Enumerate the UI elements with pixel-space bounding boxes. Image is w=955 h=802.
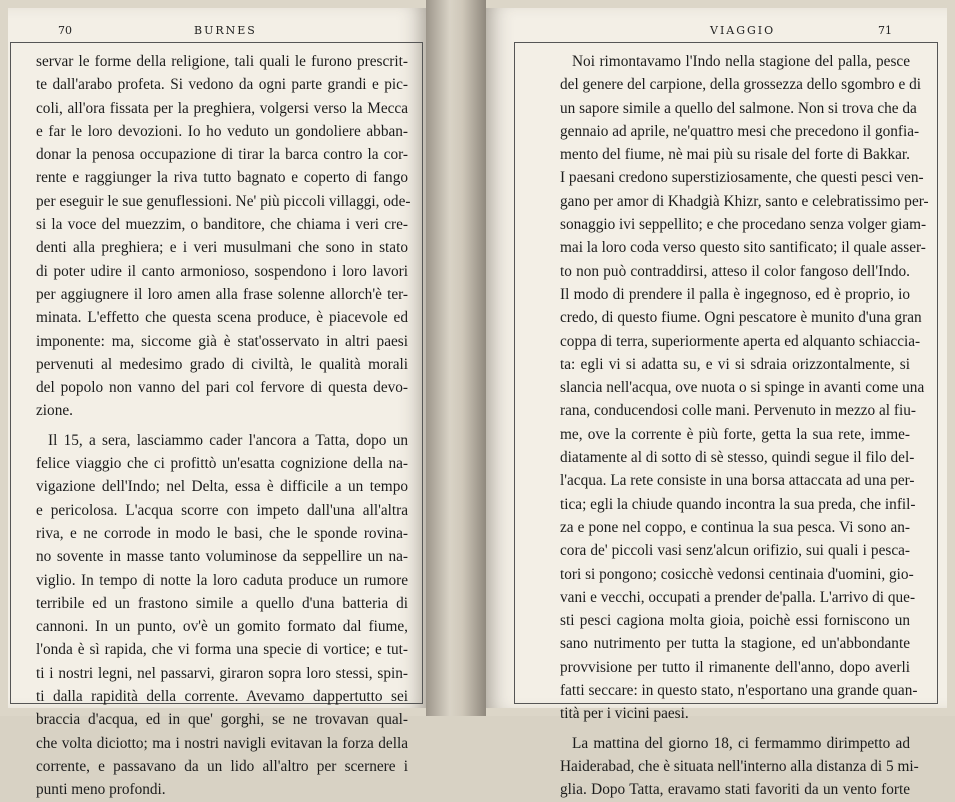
- text-line: no sovente in masse tanto voluminose da seppellire un na-: [36, 548, 408, 566]
- text-line: ti i nostri legni, nel passarvi, giraron sopra loro stessi, spin-: [36, 664, 408, 682]
- text-line: servar le forme della religione, tali quali le furono prescrit-: [36, 53, 408, 70]
- text-line: zione.: [36, 402, 73, 420]
- text-line: ti dalla rapidità della corrente. Avevamo dappertutto sei: [36, 688, 408, 706]
- page-body: [36, 50, 411, 802]
- text-line: tori si pongono; cosicchè vedonsi centinaia d'uomini, gio-: [560, 565, 914, 583]
- text-line: vani e vecchi, occupati a prender de'palla. L'arrivo di que-: [560, 588, 916, 606]
- text-line: l'acqua. La rete consiste in una borsa attaccata ad una per-: [560, 472, 915, 490]
- text-line: Il 15, a sera, lasciammo cader l'ancora a Tatta, dopo un: [48, 431, 408, 449]
- text-line: Il modo di prendere il palla è ingegnoso, ed è proprio, io: [560, 285, 910, 303]
- page-number: 71: [878, 24, 892, 37]
- left-page: [8, 8, 426, 799]
- text-line: gennaio ad aprile, ne'quattro mesi che precedono il gonfia-: [560, 122, 920, 140]
- text-line: felice viaggio che ci profittò un'esatta cognizione della na-: [36, 455, 408, 473]
- text-line: mento del fiume, nè mai più su risale del forte di Bakkar.: [560, 146, 910, 164]
- text-line: denti alla preghiera; e i veri musulmani che sono in stato: [36, 239, 408, 257]
- text-line: tità per i vicini paesi.: [560, 705, 689, 723]
- text-line: sonaggio ivi seppellito; e che procedano senza volger giam-: [560, 216, 927, 234]
- running-head: BURNES: [194, 24, 257, 37]
- text-line: e pericolosa. L'acqua scorre con impeto dall'una all'altra: [36, 501, 408, 519]
- text-line: si la voce del muezzim, o banditore, che chiama i veri cre-: [36, 216, 408, 234]
- text-line: per aggiugnere il loro amen alla frase solenne allorch'è ter-: [36, 285, 408, 303]
- text-line: rente e raggiunger la riva tutto bagnato e coperto di fango: [36, 169, 408, 187]
- text-line: me, ove la corrente è più forte, getta la sua rete, imme-: [560, 425, 910, 443]
- text-line: ta: egli vi si adatta su, e vi si sdraia orizzontalmente, si: [560, 355, 910, 373]
- text-line: te dall'arabo profeta. Si vedono da ogni parte grandi e pic-: [36, 76, 408, 94]
- text-line: za e pone nel coppo, e continua la sua pesca. Vi sono an-: [560, 518, 910, 536]
- text-line: provvisione per tutto il rimanente dell'anno, dopo averli: [560, 658, 910, 676]
- text-line: to non può contraddirsi, atteso il color fangoso dell'Indo.: [560, 262, 910, 280]
- text-line: un sapore simile a quello del salmone. Non si trova che da: [560, 99, 917, 117]
- text-line: vigazione dell'Indo; nel Delta, essa è difficile a un tempo: [36, 478, 408, 496]
- paragraph: [36, 429, 408, 802]
- text-line: punti meno profondi.: [36, 781, 166, 799]
- text-line: diatamente al di sotto di sè stesso, quindi segue il filo del-: [560, 449, 915, 467]
- text-line: glia. Dopo Tatta, eravamo stati favoriti da un vento forte: [560, 781, 910, 799]
- text-line: donar la penosa occupazione di tirar la barca contro la cor-: [36, 146, 408, 164]
- text-line: Noi rimontavamo l'Indo nella stagione del palla, pesce: [572, 53, 910, 70]
- text-line: cannoni. In un punto, ov'è un gomito formato dal fiume,: [36, 618, 408, 636]
- text-line: per eseguir le sue genuflessioni. Ne' più piccoli villaggi, ode-: [36, 192, 411, 210]
- text-line: che volta diciotto; ma i nostri navigli evitavan la forza della: [36, 734, 408, 752]
- text-line: di poter udire il canto armonioso, sospendono i loro lavori: [36, 262, 408, 280]
- text-line: sti pesci cagiona molta gioia, poichè essi forniscono un: [560, 612, 910, 630]
- page-number: 70: [58, 24, 72, 37]
- text-line: braccia d'acqua, ed in que' gorghi, se ne trovavan qual-: [36, 711, 408, 729]
- text-line: rana, conducendosi colle mani. Pervenuto in mezzo al fiu-: [560, 402, 916, 420]
- text-line: coppa di terra, superiormente aperta ed alquanto schiaccia-: [560, 332, 921, 350]
- text-line: viglio. In tempo di notte la loro caduta produce un rumore: [36, 571, 408, 589]
- text-line: slancia nell'acqua, ove nuota o si spinge in avanti come una: [560, 379, 925, 397]
- text-line: Haiderabad, che è situata nell'interno alla distanza di 5 mi-: [560, 757, 919, 775]
- text-line: fatti seccare: in questo stato, n'esportano una grande quan-: [560, 682, 918, 700]
- text-line: del popolo non vanno del pari col fervore di questa devo-: [36, 379, 408, 397]
- running-head: VIAGGIO: [710, 24, 776, 37]
- text-line: I paesani credono superstiziosamente, che questi pesci ven-: [560, 169, 924, 187]
- text-line: pervenuti al medesimo grado di civiltà, le qualità morali: [36, 355, 408, 373]
- page-body: [560, 50, 929, 802]
- text-line: cora de' piccoli vasi senz'alcun orifizio, sui quali i pesca-: [560, 542, 910, 560]
- text-line: l'onda è sì rapida, che vi forma una specie di vortice; e tut-: [36, 641, 408, 659]
- text-line: tica; egli la chiude quando incontra la sua preda, che infil-: [560, 495, 916, 513]
- text-line: del genere del carpione, della grossezza dello sgombro e di: [560, 76, 922, 94]
- text-line: gano per amor di Khadgià Khizr, santo e celebratissimo per-: [560, 192, 929, 210]
- text-line: corrente, e passavano da un lido all'altro per scernere i: [36, 757, 408, 775]
- text-line: sano nutrimento per tutta la stagione, ed un'abbondante: [560, 635, 910, 653]
- text-line: e far le loro devozioni. Io ho veduto un gondoliere abban-: [36, 122, 408, 140]
- paragraph: [560, 50, 929, 726]
- book-gutter: [426, 0, 486, 716]
- text-line: mai la loro coda verso questo sito santificato; il quale asser-: [560, 239, 926, 257]
- text-line: coli, all'ora fissata per la preghiera, volgersi verso la Mecca: [36, 99, 408, 117]
- paragraph: [560, 732, 919, 802]
- text-line: minata. L'effetto che questa scena produce, è piacevole ed: [36, 309, 408, 327]
- text-line: terribile ed un frastono simile a quello d'una batteria di: [36, 594, 408, 612]
- paragraph: [36, 50, 411, 423]
- text-line: imponente: ma, siccome già è stat'osservato in altri paesi: [36, 332, 408, 350]
- right-page: [486, 8, 947, 799]
- text-line: credo, di questo fiume. Ogni pescatore è munito d'una gran: [560, 309, 922, 327]
- text-line: riva, e ne corrode in modo le basi, che le sponde rovina-: [36, 524, 408, 542]
- text-line: La mattina del giorno 18, ci fermammo dirimpetto ad: [572, 734, 910, 752]
